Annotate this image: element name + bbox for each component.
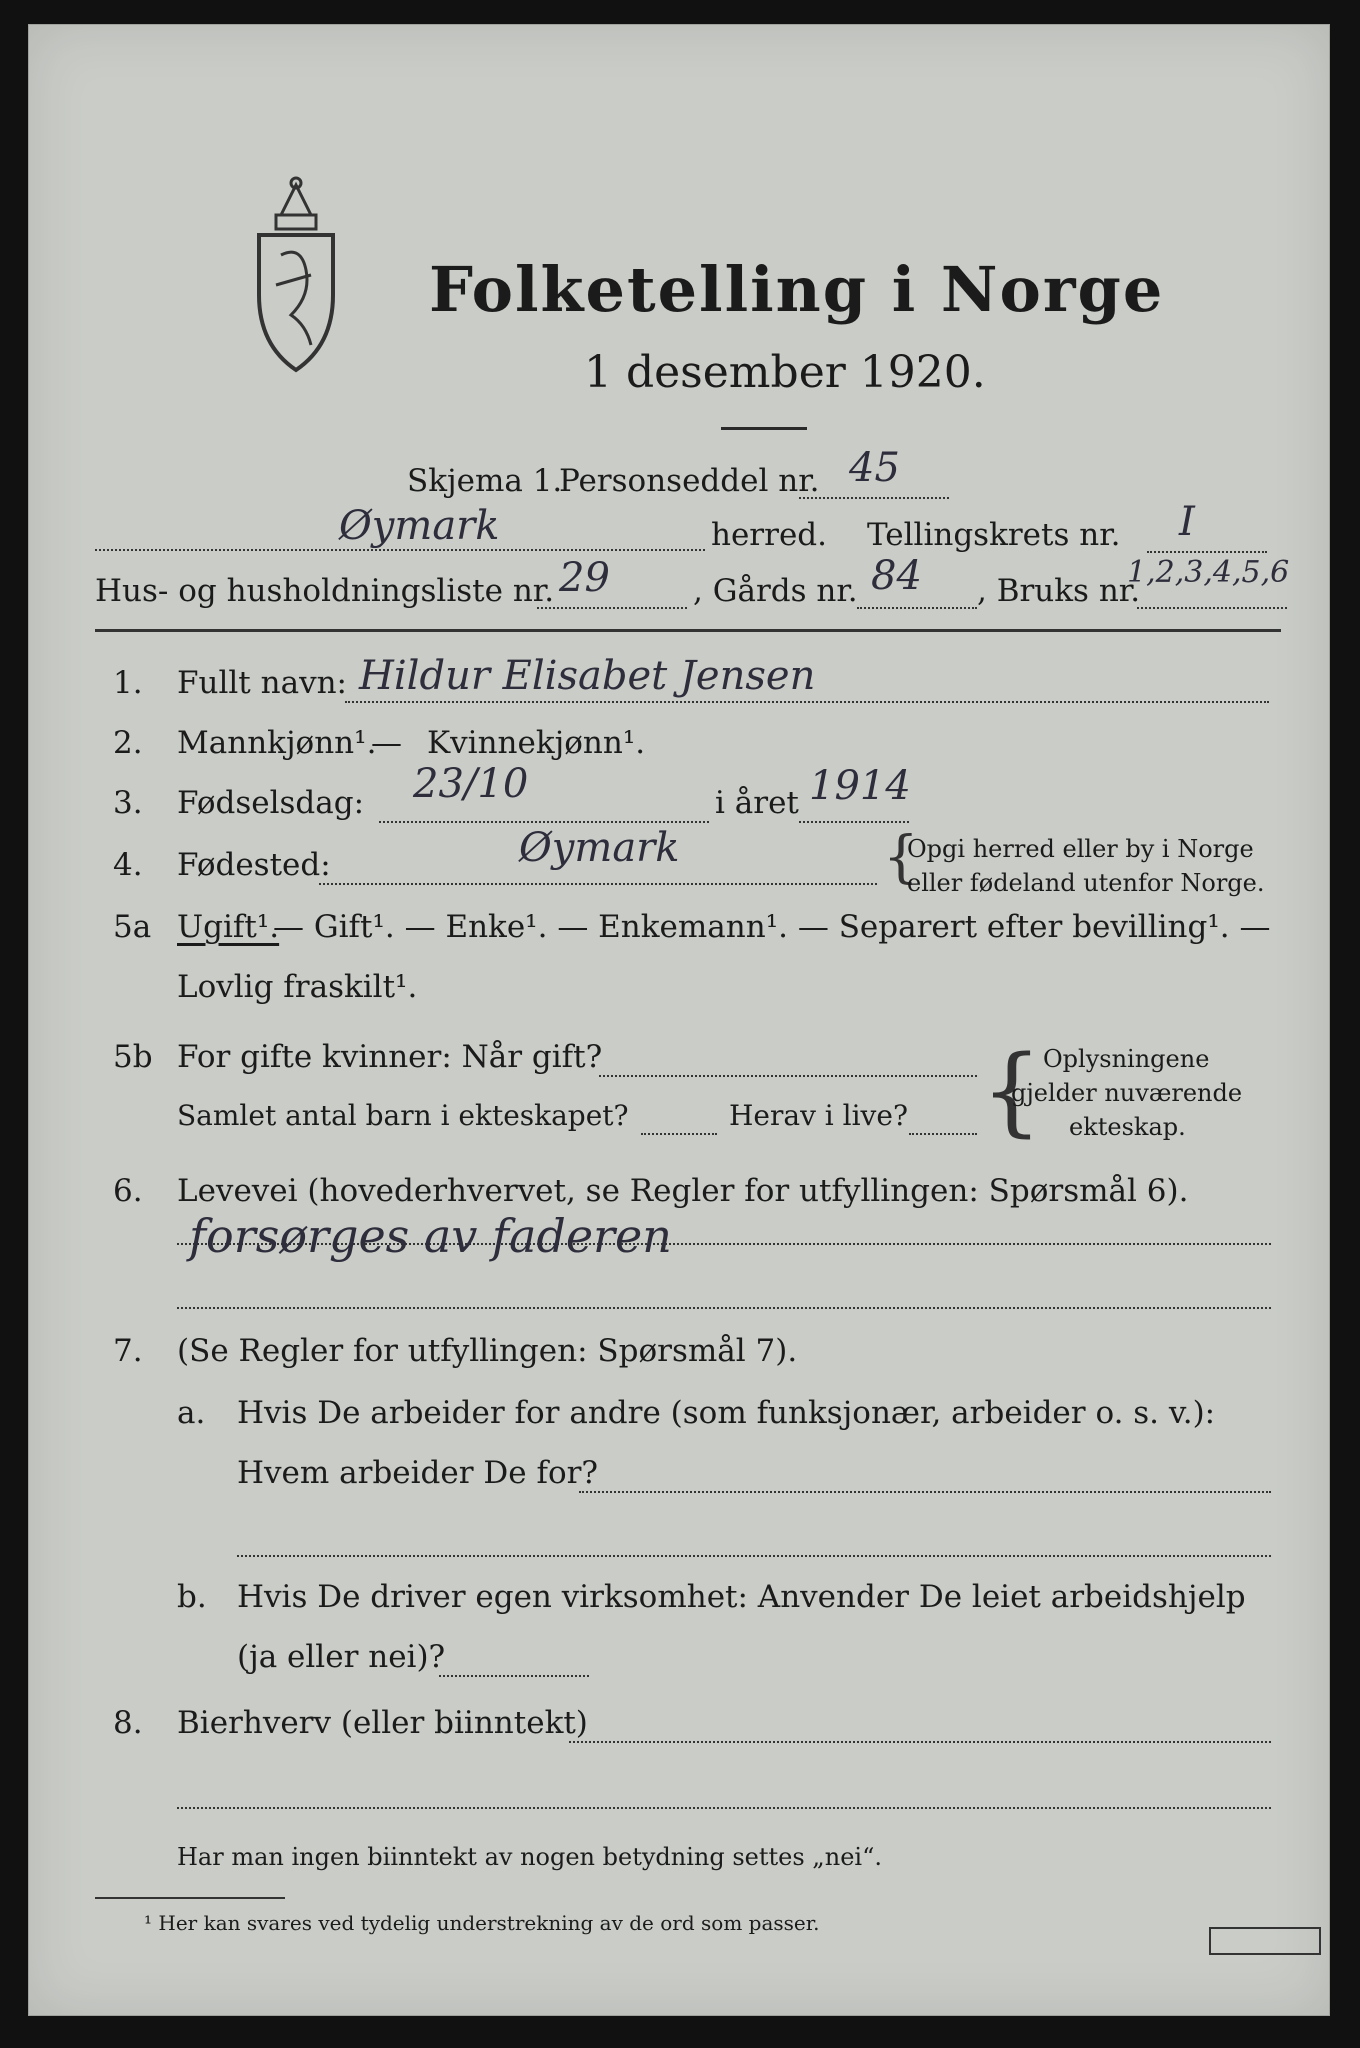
personseddel-line — [799, 497, 949, 499]
q3-label: Fødselsdag: — [177, 785, 365, 821]
q5b-note-line2: gjelder nuværende — [1011, 1079, 1243, 1107]
q4-note-line1: Opgi herred eller by i Norge — [907, 835, 1254, 863]
q7-number: 7. — [113, 1333, 143, 1369]
q7b-number: b. — [177, 1579, 207, 1615]
q5b-number: 5b — [113, 1039, 153, 1075]
birthdate-value[interactable]: 23/10 — [413, 761, 529, 807]
q1-line — [345, 701, 1269, 703]
gender-female[interactable]: Kvinnekjønn¹. — [427, 725, 646, 761]
q4-number: 4. — [113, 847, 143, 883]
q3-number: 3. — [113, 785, 143, 821]
personseddel-value[interactable]: 45 — [849, 445, 900, 491]
census-form — [28, 24, 1330, 2016]
q5b-alive-label: Herav i live? — [729, 1099, 908, 1132]
q4-note-line2: eller fødeland utenfor Norge. — [907, 869, 1265, 897]
q7a-number: a. — [177, 1395, 206, 1431]
hus-line — [537, 607, 687, 609]
tellingskrets-line — [1147, 551, 1267, 553]
header-rule — [95, 629, 1281, 632]
q5b-brace: { — [981, 1035, 1043, 1147]
q4-label: Fødested: — [177, 847, 331, 883]
q7a-employer-line[interactable] — [579, 1491, 1271, 1493]
q3-year-line — [799, 821, 909, 823]
q3-year-label: i året — [715, 785, 799, 821]
q8-line[interactable] — [569, 1741, 1271, 1743]
q5a-number: 5a — [113, 909, 152, 945]
hus-value[interactable]: 29 — [559, 555, 610, 601]
skjema-label: Skjema 1. — [407, 463, 563, 499]
q2-number: 2. — [113, 725, 143, 761]
gards-value[interactable]: 84 — [871, 553, 922, 599]
bruks-label: , Bruks nr. — [977, 573, 1141, 609]
marital-divorced[interactable]: Lovlig fraskilt¹. — [177, 969, 418, 1005]
q7-label: (Se Regler for utfyllingen: Spørsmål 7). — [177, 1333, 798, 1369]
birth-year-value[interactable]: 1914 — [809, 763, 911, 809]
q6-line2 — [177, 1307, 1271, 1309]
bruks-line — [1137, 607, 1287, 609]
q1-label: Fullt navn: — [177, 665, 347, 701]
q5b-alive-line — [909, 1133, 977, 1135]
printer-stamp — [1209, 1927, 1321, 1955]
form-date: 1 desember 1920. — [584, 347, 986, 398]
q7a-employer-line2[interactable] — [237, 1555, 1271, 1557]
q4-brace: { — [883, 825, 919, 890]
biinntekt-note: Har man ingen biinntekt av nogen betydning settes „nei“. — [177, 1843, 882, 1871]
footnote: ¹ Her kan svares ved tydelig understrekning av de ord som passer. — [144, 1911, 820, 1935]
q6-number: 6. — [113, 1173, 143, 1209]
q8-number: 8. — [113, 1705, 143, 1741]
q7a-label: Hvis De arbeider for andre (som funksjonær, arbeider o. s. v.): — [237, 1395, 1216, 1431]
form-title: Folketelling i Norge — [429, 253, 1165, 326]
personseddel-label: Personseddel nr. — [559, 463, 820, 499]
q5b-married-line — [599, 1075, 977, 1077]
q7a-employer-label: Hvem arbeider De for? — [237, 1455, 599, 1491]
gender-male[interactable]: Mannkjønn¹. — [177, 725, 377, 761]
tellingskrets-label: Tellingskrets nr. — [867, 517, 1121, 553]
gards-label: , Gårds nr. — [693, 573, 858, 609]
footnote-rule — [95, 1897, 285, 1899]
q7b-line[interactable] — [439, 1675, 589, 1677]
gender-separator: — — [371, 725, 402, 761]
q5b-children-label: Samlet antal barn i ekteskapet? — [177, 1099, 629, 1132]
q1-number: 1. — [113, 665, 143, 701]
herred-value[interactable]: Øymark — [339, 503, 500, 549]
divider — [721, 427, 807, 430]
birthplace-value[interactable]: Øymark — [519, 825, 680, 871]
marital-ugift[interactable]: Ugift¹. — [177, 909, 280, 945]
occupation-value[interactable]: forsørges av faderen — [189, 1209, 672, 1263]
herred-label: herred. — [711, 517, 827, 553]
q4-line — [319, 883, 877, 885]
q5b-note-line1: Oplysningene — [1043, 1045, 1210, 1073]
coat-of-arms-icon — [251, 175, 341, 375]
hus-label: Hus- og husholdningsliste nr. — [95, 573, 555, 609]
q6-label: Levevei (hovederhvervet, se Regler for utfyllingen: Spørsmål 6). — [177, 1173, 1189, 1209]
gards-line — [857, 607, 977, 609]
full-name-value[interactable]: Hildur Elisabet Jensen — [359, 653, 816, 699]
marital-options: — Gift¹. — Enke¹. — Enkemann¹. — Separert efter bevilling¹. — — [273, 909, 1271, 945]
tellingskrets-value[interactable]: I — [1179, 499, 1195, 545]
q8-label: Bierhverv (eller biinntekt) — [177, 1705, 588, 1741]
q3-line — [379, 821, 709, 823]
q5b-children-line — [641, 1133, 717, 1135]
bruks-value[interactable]: 1,2,3,4,5,6 — [1127, 555, 1290, 590]
q5b-married-label: For gifte kvinner: Når gift? — [177, 1039, 603, 1075]
q5b-note-line3: ekteskap. — [1069, 1113, 1186, 1141]
q8-line2[interactable] — [177, 1807, 1271, 1809]
herred-line — [95, 549, 705, 551]
q7b-label: Hvis De driver egen virksomhet: Anvender De leiet arbeidshjelp — [237, 1579, 1246, 1615]
q7b-label2: (ja eller nei)? — [237, 1639, 446, 1675]
